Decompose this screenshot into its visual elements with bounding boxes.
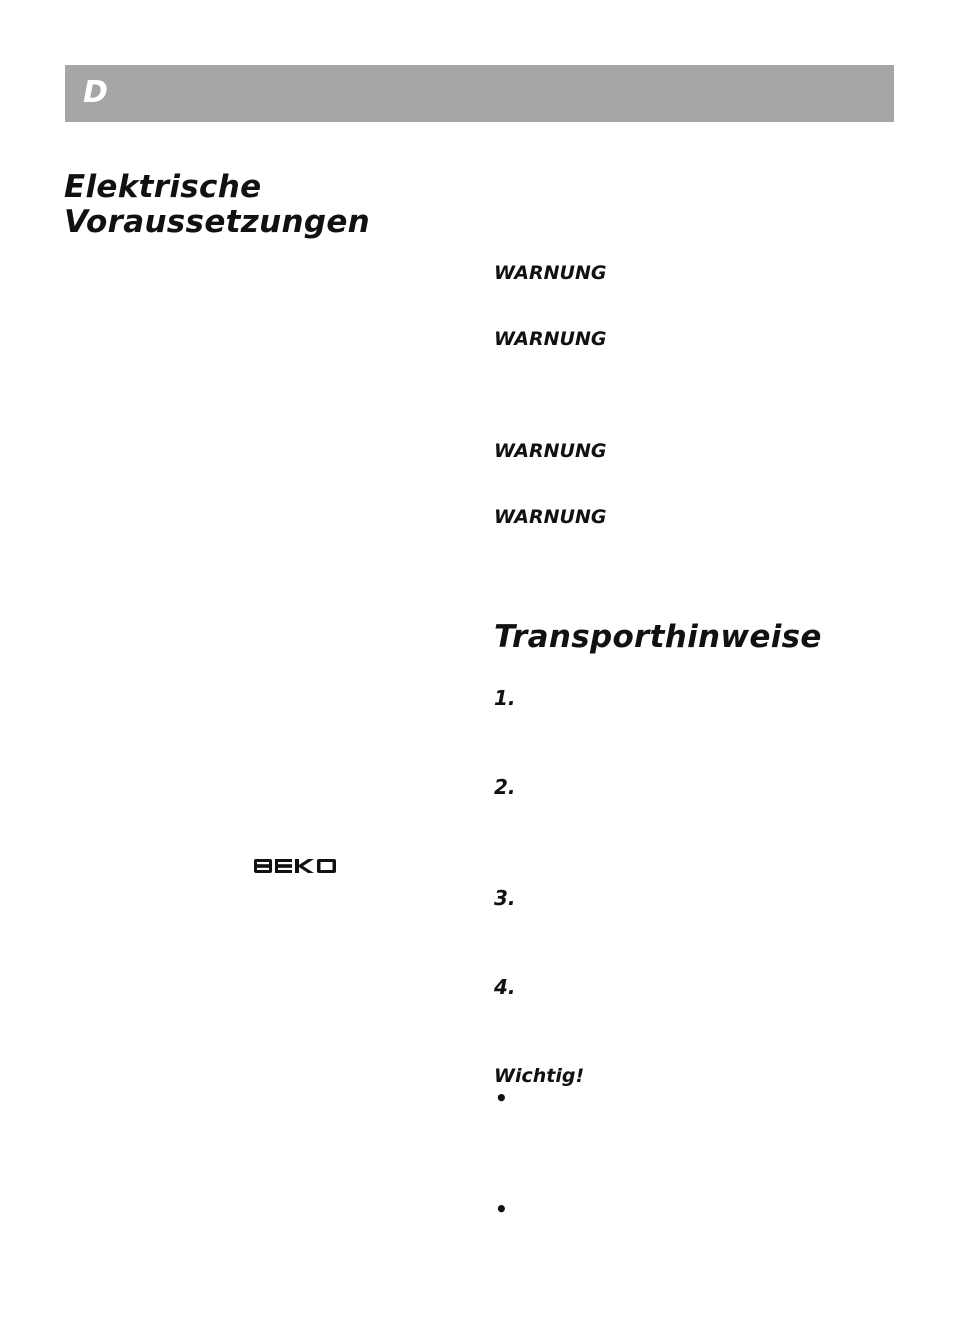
step-number-1: 1. xyxy=(494,686,516,710)
title-line-1: Elektrische xyxy=(64,169,262,205)
step-number-3: 3. xyxy=(494,886,516,910)
header-bar xyxy=(65,65,894,122)
step-number-4: 4. xyxy=(494,975,516,999)
bullet-2: • xyxy=(495,1197,508,1221)
step-number-2: 2. xyxy=(494,775,516,799)
warning-label-2: WARNUNG xyxy=(494,328,607,350)
warning-label-4: WARNUNG xyxy=(494,506,607,528)
section-title-transport: Transporthinweise xyxy=(494,619,822,655)
warning-label-3: WARNUNG xyxy=(494,440,607,462)
important-label: Wichtig! xyxy=(494,1065,585,1087)
warning-label-1: WARNUNG xyxy=(494,262,607,284)
bullet-1: • xyxy=(495,1086,508,1110)
beko-logo xyxy=(252,856,338,876)
section-title-electrical xyxy=(64,170,370,240)
language-code: D xyxy=(83,75,108,110)
title-line-2: Voraussetzungen xyxy=(64,204,371,240)
